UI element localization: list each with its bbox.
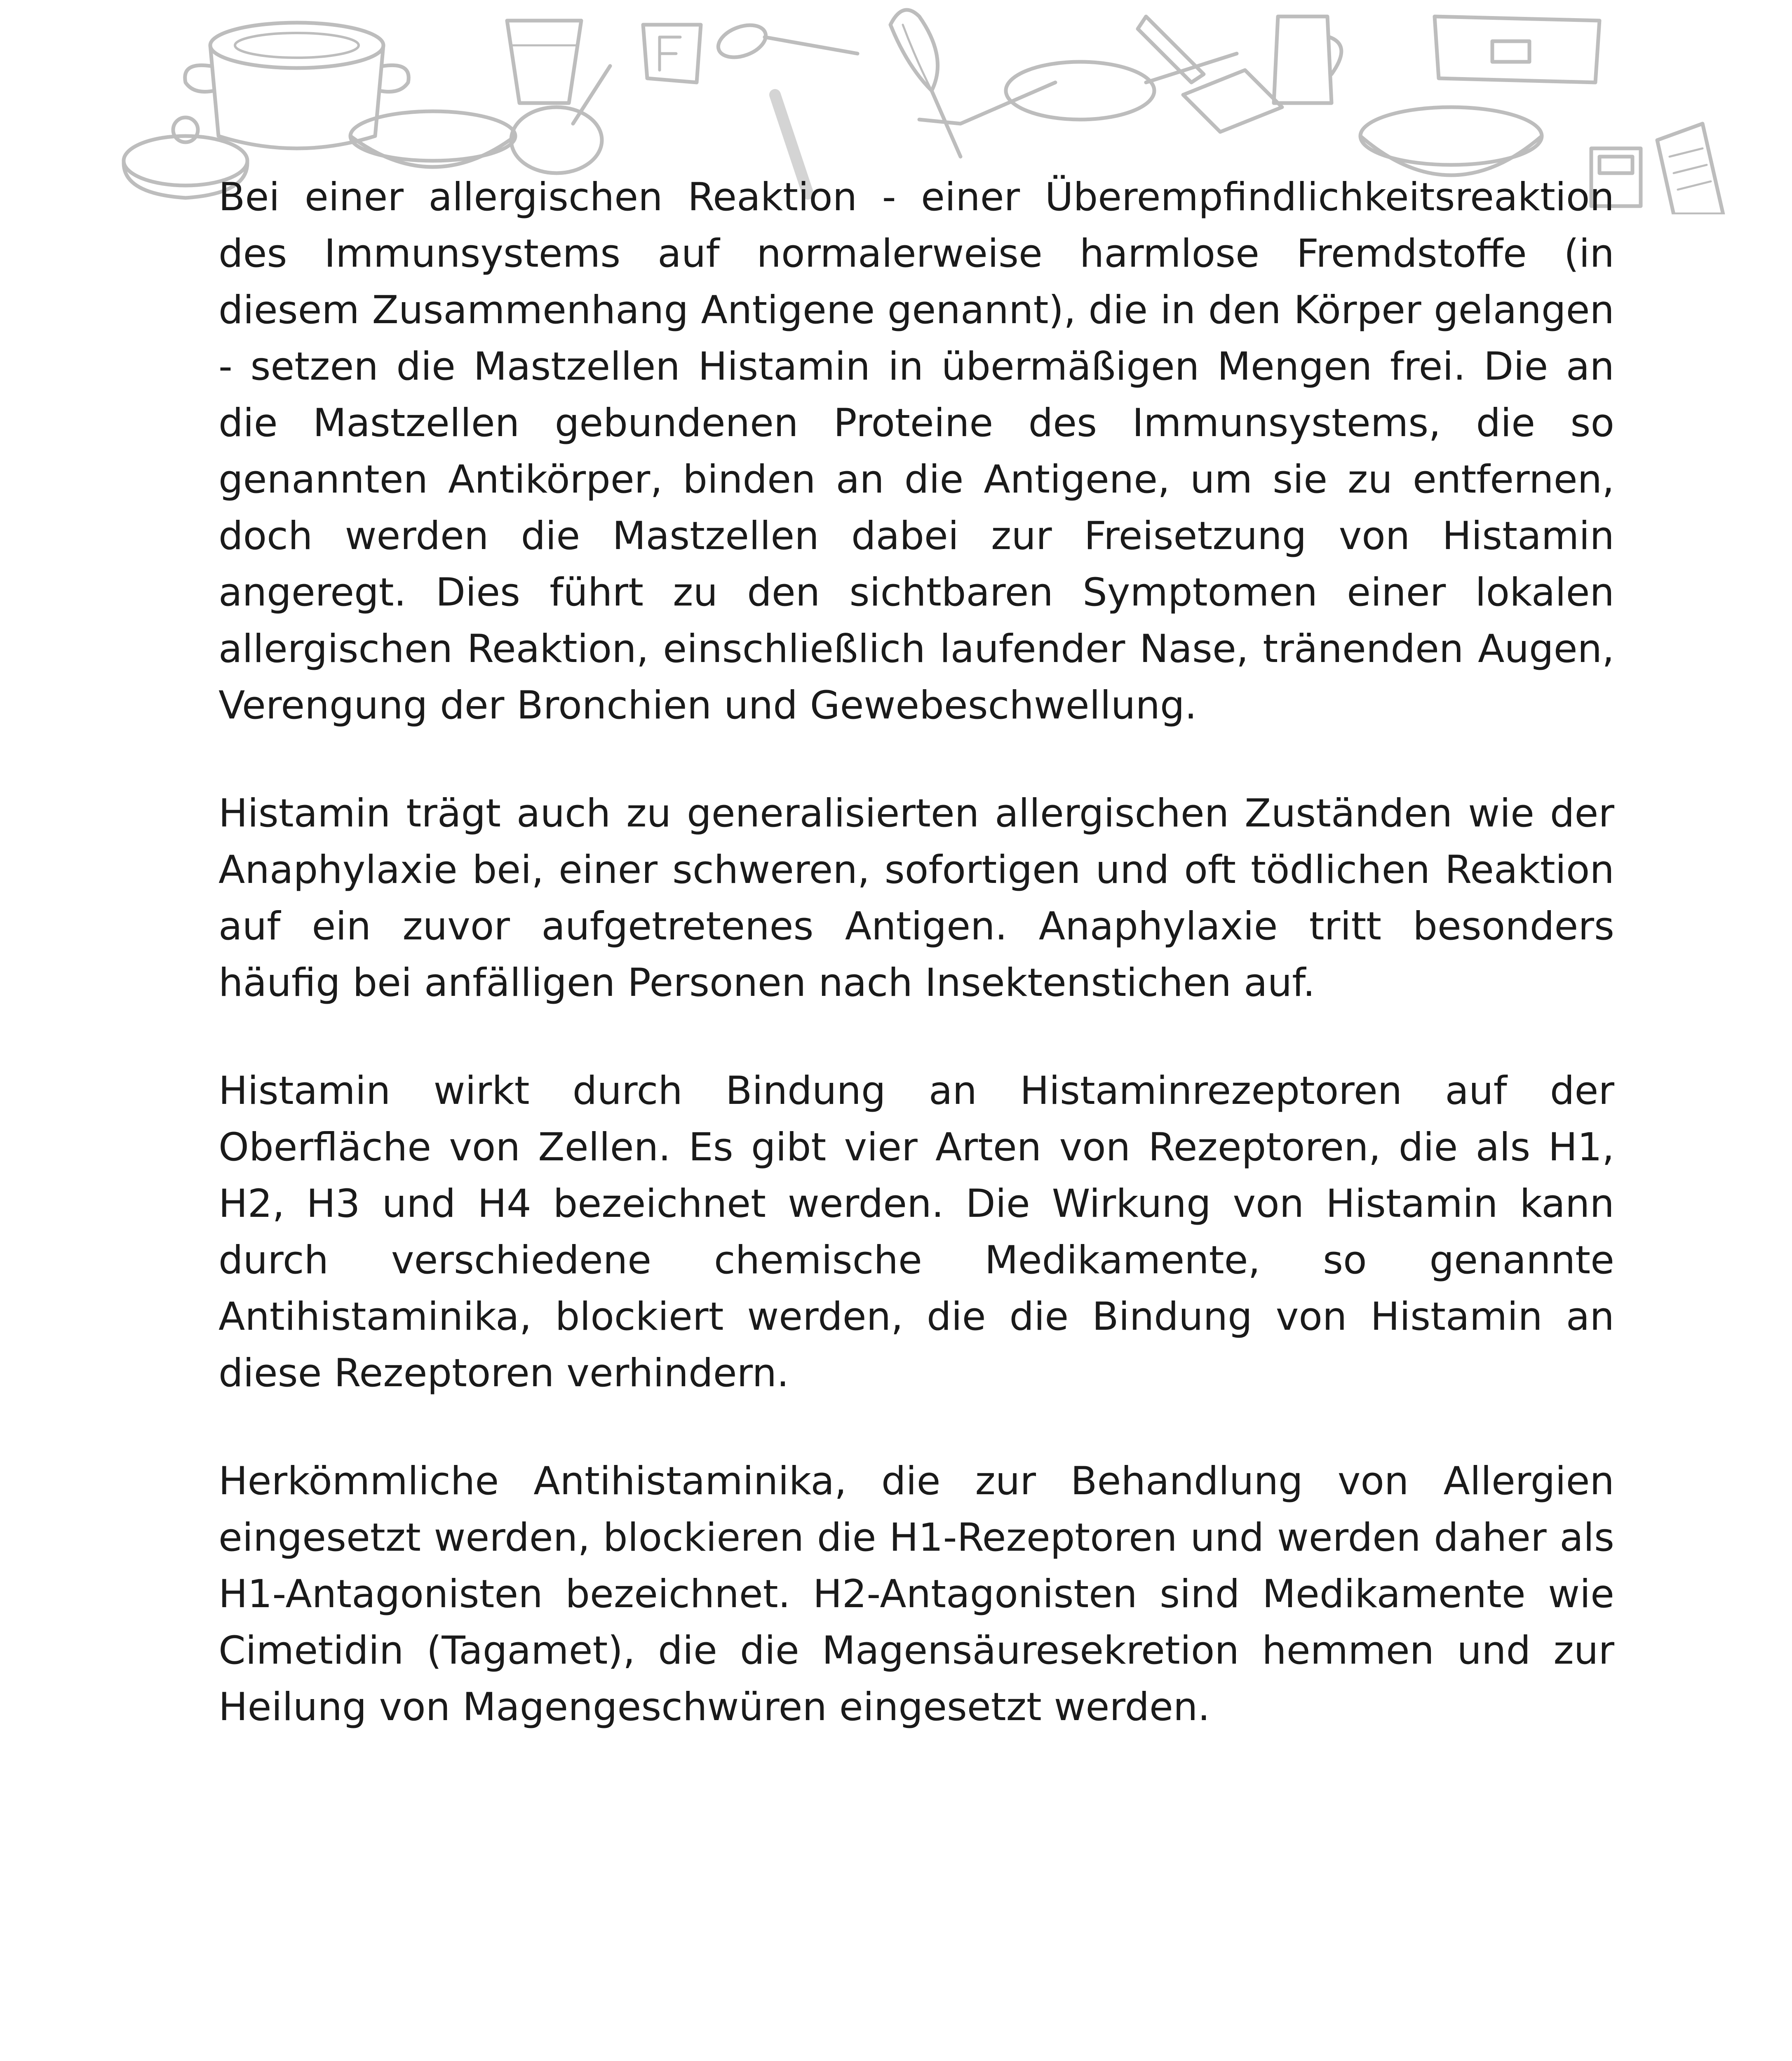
glass-icon <box>507 21 581 103</box>
cake-tin-icon <box>1435 16 1599 82</box>
jug-icon <box>1274 16 1341 103</box>
bowl-side-icon <box>350 111 515 167</box>
paragraph: Histamin trägt auch zu generalisierten allergischen Zuständen wie der Anaphylaxie bei, einer schweren, sofortigen und oft tödlichen Reaktion auf ein zuvor aufgetretenes Antigen. Anaphylaxie tritt besonders häufig bei anfälligen Personen nach Insektenstichen auf. <box>218 791 1614 1005</box>
bowl-icon <box>1360 107 1542 175</box>
paragraph: Herkömmliche Antihistaminika, die zur Behandlung von Allergien eingesetzt werden, blockieren die H1-Rezeptoren und werden daher als H1-Antagonisten bezeichnet. H2-Antagonisten sind Medikamente wie Cimetidin (Tagamet), die die Magensäuresekretion hemmen und zur Heilung von Magengeschwüren eingesetzt werden. <box>218 1459 1614 1730</box>
label-tag-icon <box>643 25 701 82</box>
pot-icon <box>185 23 409 148</box>
spoon-icon <box>714 19 857 63</box>
ladle-icon <box>511 66 610 173</box>
chef-knife-icon <box>1138 16 1204 82</box>
document-body <box>218 169 1614 1787</box>
whisk-icon <box>890 10 961 157</box>
grater-icon <box>1657 124 1723 214</box>
knife-icon <box>919 82 1055 124</box>
paragraph: Bei einer allergischen Reaktion - einer Überempfindlichkeitsreaktion des Immunsystems auf normalerweise harmlose Fremdstoffe (in diesem Zusammenhang Antigene genannt), die in den Körper gelangen - setzen die Mastzellen Histamin in übermäßigen Mengen frei. Die an die Mastzellen gebundenen Proteine des Immunsystems, die so genannten Antikörper, binden an die Antigene, um sie zu entfernen, doch werden die Mastzellen dabei zur Freisetzung von Histamin angeregt. Dies führt zu den sichtbaren Symptomen einer lokalen allergischen Reaktion, einschließlich laufender Nase, tränenden Augen, Verengung der Bronchien und Gewebeschwellung. <box>218 175 1614 728</box>
paragraph: Histamin wirkt durch Bindung an Histaminrezeptoren auf der Oberfläche von Zellen. Es gibt vier Arten von Rezeptoren, die als H1, H2, H3 und H4 bezeichnet werden. Die Wirkung von Histamin kann durch verschiedene chemische Medikamente, so genannte Antihistaminika, blockiert werden, die die Bindung von Histamin an diese Rezeptoren verhindern. <box>218 1068 1614 1396</box>
